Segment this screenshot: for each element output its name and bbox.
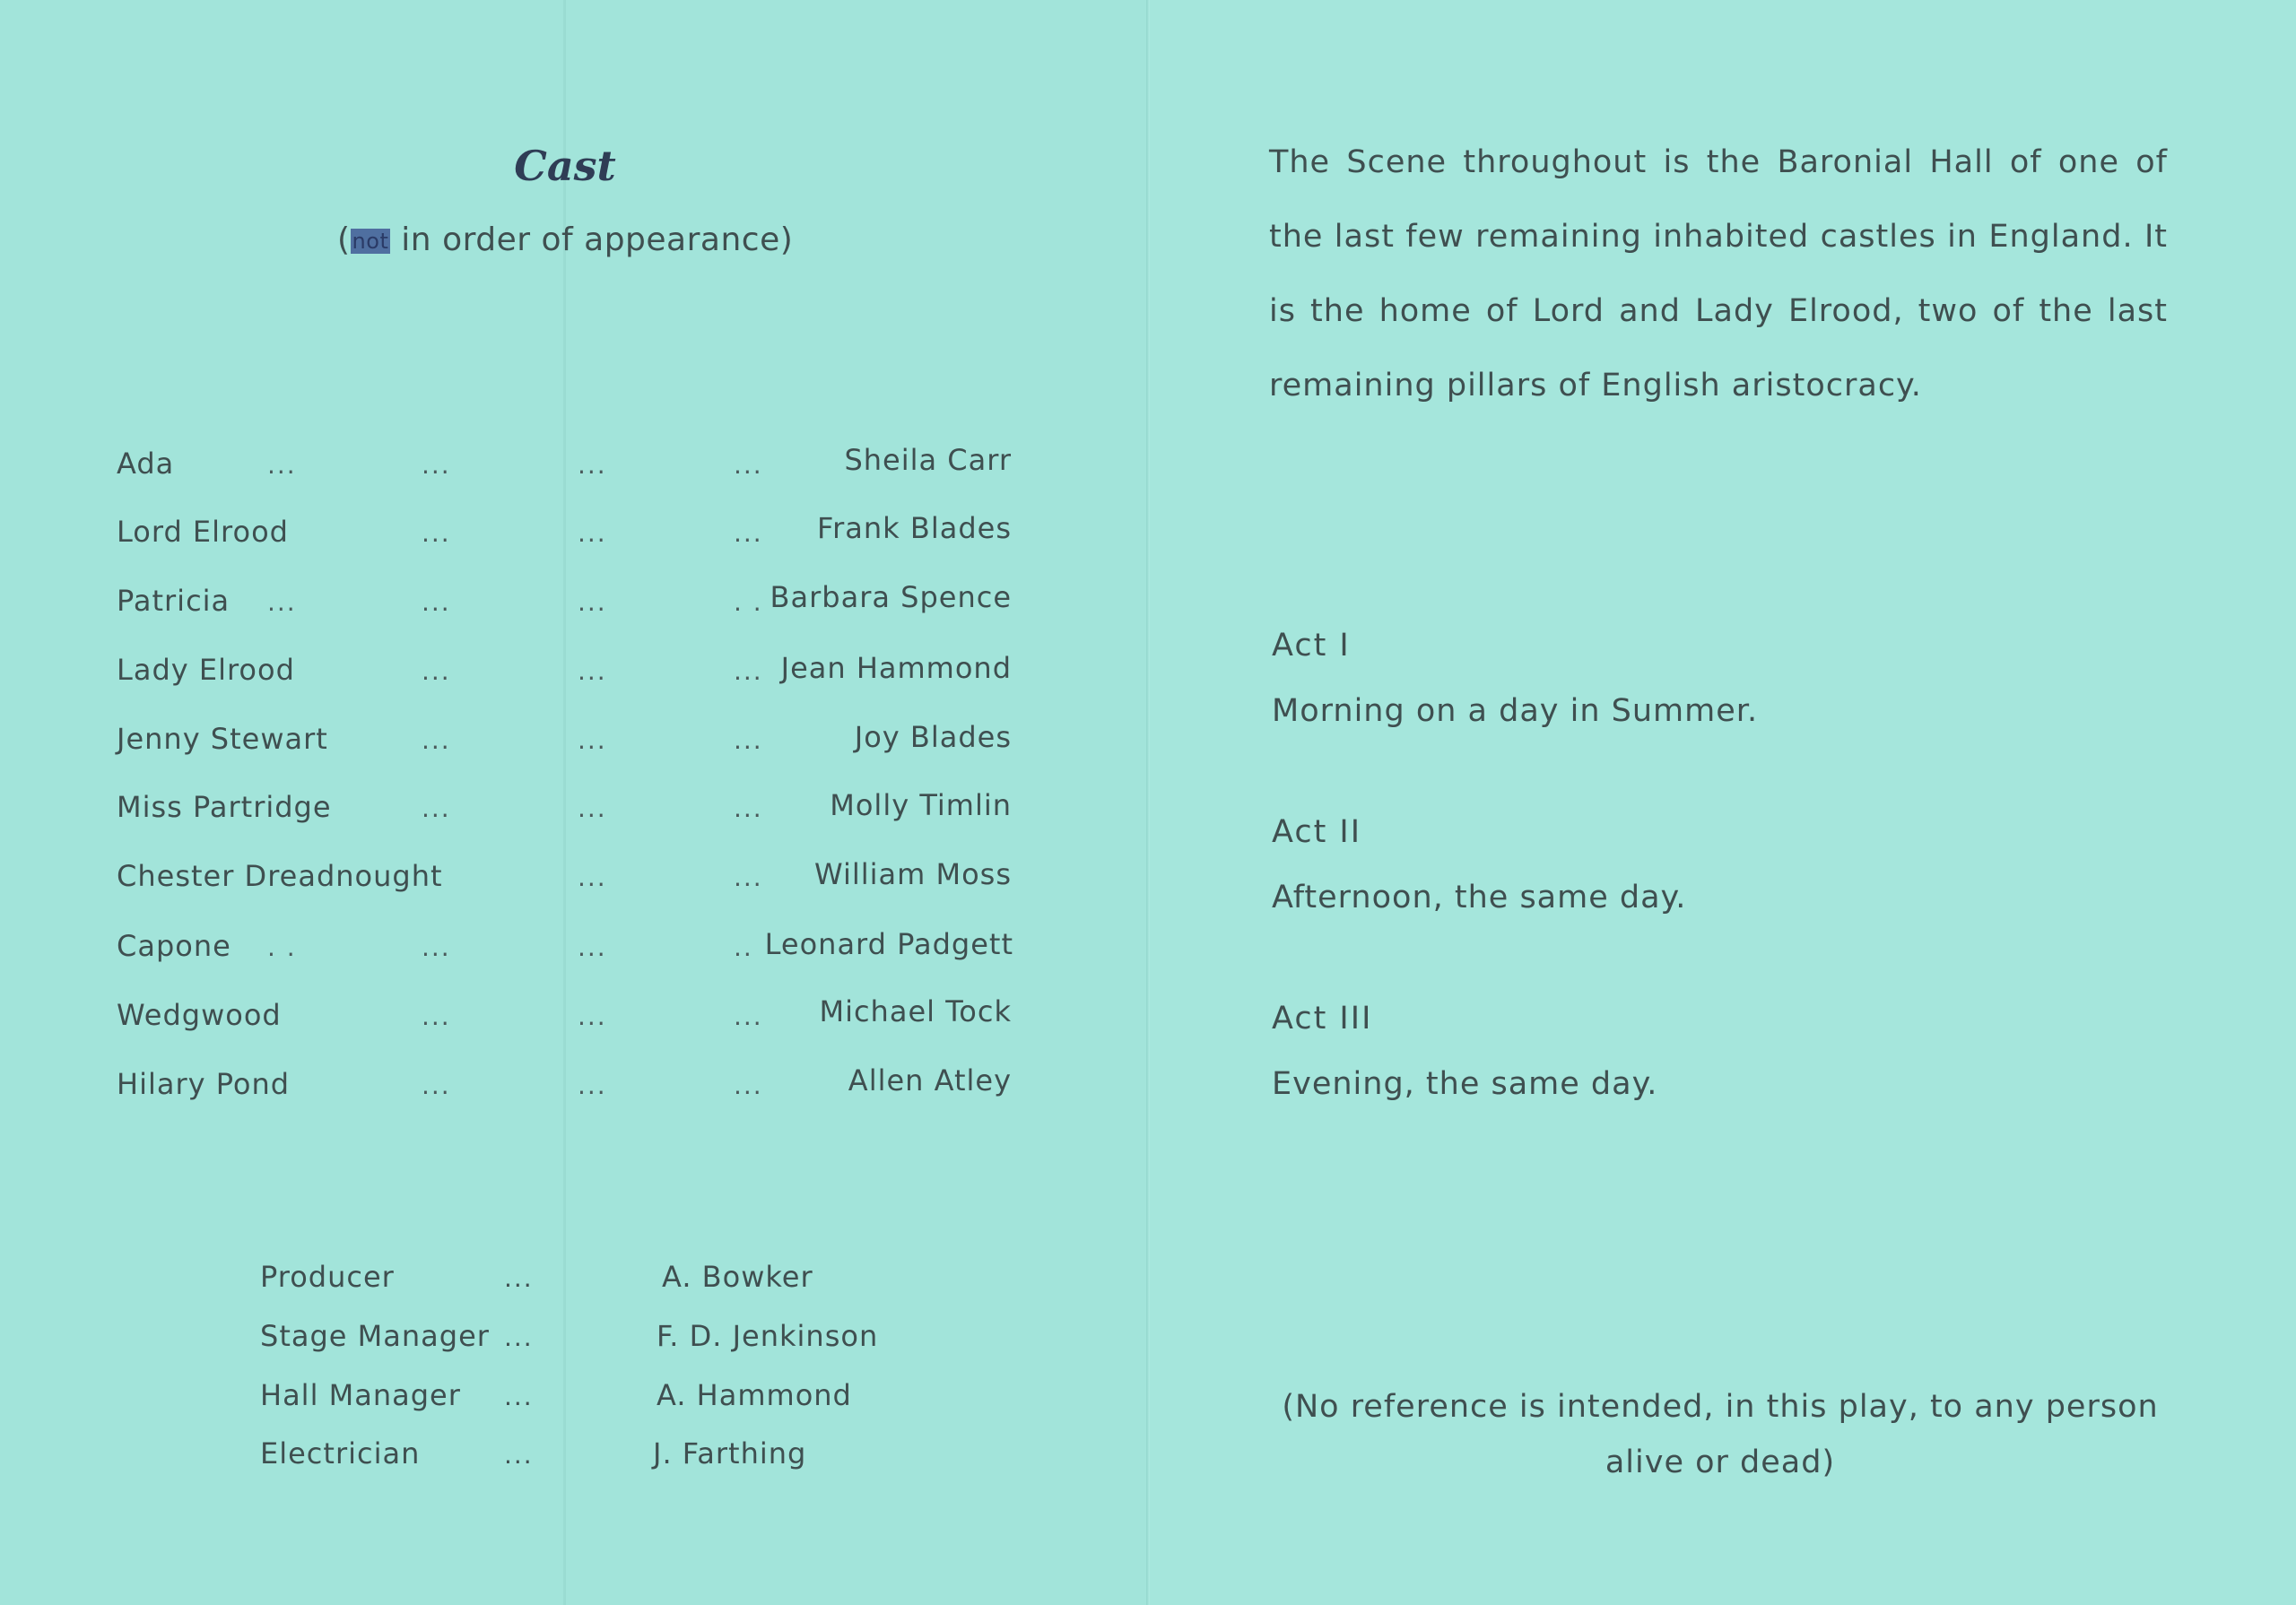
leader-dots: ...: [267, 450, 297, 480]
cast-row: [0, 929, 1148, 974]
cast-role: Miss Partridge: [117, 790, 332, 824]
leader-dots: ..: [734, 933, 753, 962]
scene-description: The Scene throughout is the Baronial Hall of one of the last few remaining inhabited castles in England. It is the home of Lord and Lady Elrood, two of the last remaining pillars of English aristocracy.: [1269, 144, 2168, 403]
leader-dots: ...: [578, 656, 607, 686]
leader-dots: ...: [422, 725, 451, 755]
crew-role: Producer: [260, 1260, 395, 1294]
crew-row: [0, 1260, 1148, 1305]
leader-dots: ...: [578, 794, 607, 823]
leader-dots: ...: [578, 863, 607, 892]
crew-name: A. Hammond: [657, 1378, 852, 1412]
leader-dots: ...: [422, 587, 451, 617]
leader-dots: ...: [504, 1323, 534, 1352]
leader-dots: ...: [734, 450, 763, 480]
cast-actor: Joy Blades: [854, 720, 1012, 754]
cast-actor: Allen Atley: [848, 1063, 1012, 1097]
leader-dots: ...: [578, 587, 607, 617]
act-label: Act III: [1272, 1001, 1373, 1037]
cast-actor: Leonard Padgett: [764, 927, 1013, 961]
leader-dots: ...: [578, 518, 607, 548]
crew-row: [0, 1436, 1148, 1481]
cast-row: [0, 859, 1148, 904]
disclaimer-line: (No reference is intended, in this play, to any person: [1282, 1389, 2159, 1425]
leader-dots: ...: [734, 1002, 763, 1031]
leader-dots: ...: [578, 1002, 607, 1031]
cast-row: [0, 994, 1148, 1043]
cast-role: Jenny Stewart: [117, 722, 328, 756]
cast-actor: Frank Blades: [817, 511, 1012, 545]
leader-dots: ...: [578, 933, 607, 962]
cast-row: [0, 1063, 1148, 1112]
cast-subtitle: [337, 221, 793, 258]
cast-row: [0, 511, 1148, 560]
leader-dots: ...: [578, 1071, 607, 1100]
act-label: Act II: [1272, 814, 1362, 850]
cast-actor: Molly Timlin: [830, 788, 1012, 822]
cast-row: [0, 443, 1148, 491]
leader-dots: ...: [504, 1440, 534, 1470]
cast-title: Cast: [514, 142, 616, 190]
cast-row: [0, 790, 1148, 835]
act-description: Afternoon, the same day.: [1272, 880, 1687, 915]
crew-role: Electrician: [260, 1436, 421, 1471]
crew-name: F. D. Jenkinson: [657, 1319, 879, 1353]
leader-dots: ...: [422, 1002, 451, 1031]
cast-role: Capone: [117, 929, 231, 963]
disclaimer-line: alive or dead): [1605, 1444, 1836, 1480]
leader-dots: ...: [578, 725, 607, 755]
leader-dots: . .: [734, 587, 763, 617]
crew-role: Stage Manager: [260, 1319, 490, 1353]
leader-dots: ...: [734, 1071, 763, 1100]
leader-dots: ...: [422, 794, 451, 823]
leader-dots: ...: [422, 450, 451, 480]
leader-dots: ...: [422, 1071, 451, 1100]
leader-dots: ...: [422, 656, 451, 686]
leader-dots: ...: [734, 794, 763, 823]
cast-role: Ada: [117, 447, 175, 481]
leader-dots: ...: [578, 450, 607, 480]
act-description: Evening, the same day.: [1272, 1066, 1658, 1102]
cast-row: [0, 653, 1148, 698]
leader-dots: . .: [267, 933, 297, 962]
struck-out-word: not: [352, 229, 389, 254]
subtitle-open-paren: (: [337, 221, 351, 258]
leader-dots: ...: [734, 725, 763, 755]
cast-actor: William Moss: [814, 857, 1012, 891]
cast-actor: Michael Tock: [819, 994, 1012, 1028]
leader-dots: ...: [504, 1382, 534, 1411]
cast-actor: Jean Hammond: [780, 651, 1012, 685]
cast-actor: Barbara Spence: [770, 580, 1012, 614]
leader-dots: ...: [422, 518, 451, 548]
crew-name: J. Farthing: [653, 1436, 807, 1471]
act-label: Act I: [1272, 628, 1351, 664]
leader-dots: ...: [504, 1263, 534, 1293]
cast-role: Hilary Pond: [117, 1067, 291, 1101]
act-description: Morning on a day in Summer.: [1272, 693, 1759, 729]
cast-role: Patricia: [117, 584, 230, 618]
crew-name: A. Bowker: [662, 1260, 813, 1294]
leader-dots: ...: [734, 656, 763, 686]
cast-row: [0, 580, 1148, 629]
leader-dots: ...: [267, 587, 297, 617]
subtitle-text: in order of appearance): [390, 221, 794, 258]
leader-dots: ...: [422, 933, 451, 962]
cast-role: Wedgwood: [117, 998, 282, 1032]
crew-role: Hall Manager: [260, 1378, 461, 1412]
cast-role: Lord Elrood: [117, 515, 289, 549]
cast-actor: Sheila Carr: [844, 443, 1012, 477]
crew-row: [0, 1319, 1148, 1364]
disclaimer: [1269, 1379, 2171, 1490]
crew-row: [0, 1378, 1148, 1423]
cast-role: Lady Elrood: [117, 653, 295, 687]
leader-dots: ...: [734, 518, 763, 548]
cast-row: [0, 722, 1148, 767]
leader-dots: ...: [734, 863, 763, 892]
cast-role: Chester Dreadnought: [117, 859, 443, 893]
